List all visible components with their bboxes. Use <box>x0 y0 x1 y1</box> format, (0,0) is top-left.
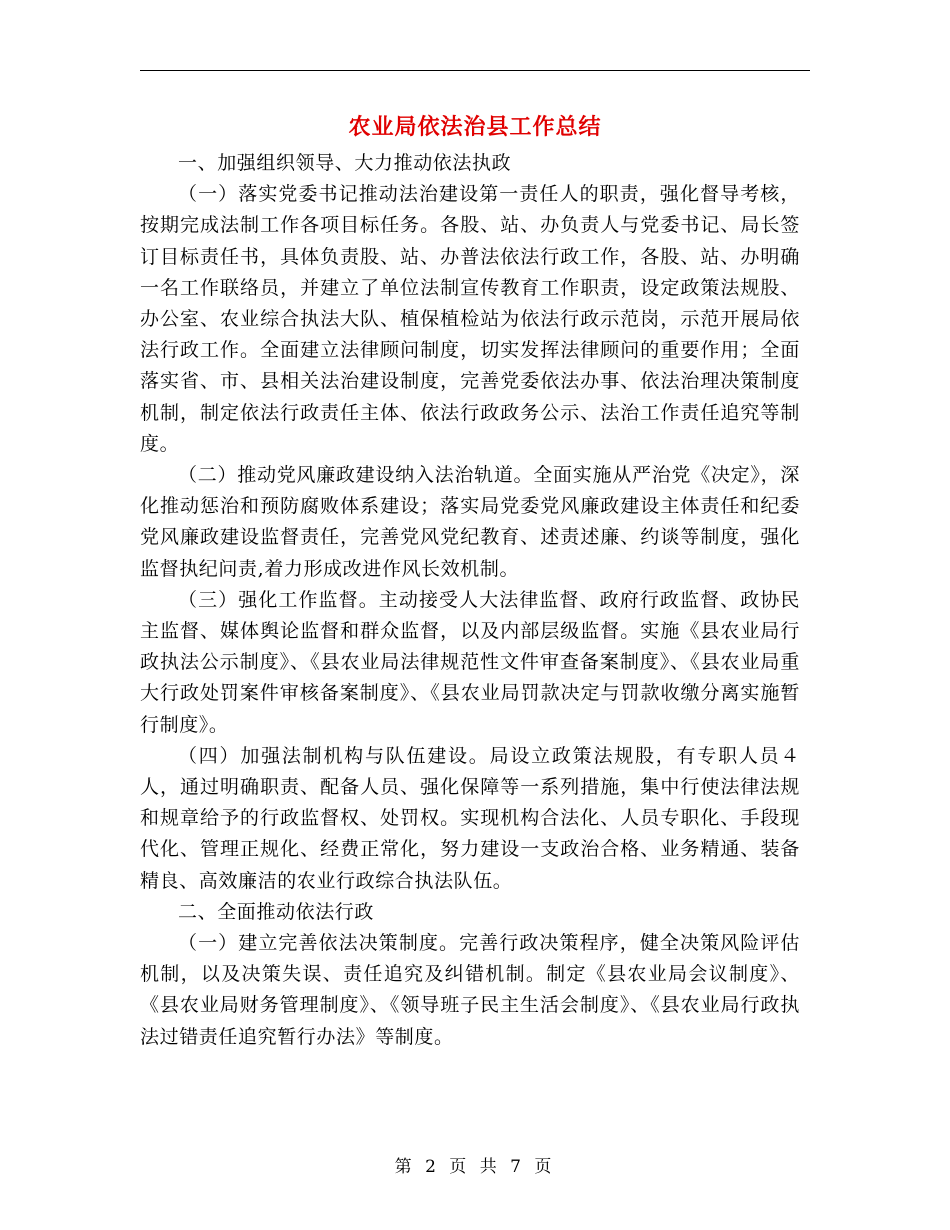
document-title: 农业局依法治县工作总结 <box>348 114 602 140</box>
paragraph-1-3: （三）强化工作监督。主动接受人大法律监督、政府行政监督、政协民主监督、媒体舆论监督和群众监督，以及内部层级监督。实施《县农业局行政执法公示制度》、《县农业局法律规范性文件审查备案制度》、《县农业局重大行政处罚案件审核备案制度》、《县农业局罚款决定与罚款收缴分离实施暂行制度》。 <box>140 588 800 736</box>
document-body <box>140 148 800 1053</box>
paragraph-2-1: （一）建立完善依法决策制度。完善行政决策程序，健全决策风险评估机制，以及决策失误、责任追究及纠错机制。制定《县农业局会议制度》、《县农业局财务管理制度》、《领导班子民主生活会制度》、《县农业局行政执法过错责任追究暂行办法》等制度。 <box>140 932 800 1048</box>
section-heading-2: 二、全面推动依法行政 <box>178 900 375 923</box>
paragraph-1-1: （一）落实党委书记推动法治建设第一责任人的职责，强化督导考核，按期完成法制工作各项目标任务。各股、站、办负责人与党委书记、局长签订目标责任书，具体负责股、站、办普法依法行政工作，各股、站、办明确一名工作联络员，并建立了单位法制宣传教育工作职责，设定政策法规股、办公室、农业综合执法大队、植保植检站为依法行政示范岗，示范开展局依法行政工作。全面建立法律顾问制度，切实发挥法律顾问的重要作用；全面落实省、市、县相关法治建设制度，完善党委依法办事、依法治理决策制度机制，制定依法行政责任主体、依法行政政务公示、法治工作责任追究等制度。 <box>140 183 800 455</box>
paragraph-1-2: （二）推动党风廉政建设纳入法治轨道。全面实施从严治党《决定》，深化推动惩治和预防腐败体系建设；落实局党委党风廉政建设主体责任和纪委党风廉政建设监督责任，完善党风党纪教育、述责述廉、约谈等制度，强化监督执纪问责,着力形成改进作风长效机制。 <box>140 464 800 580</box>
paragraph-1-4: （四）加强法制机构与队伍建设。局设立政策法规股，有专职人员４人，通过明确职责、配备人员、强化保障等一系列措施，集中行使法律法规和规章给予的行政监督权、处罚权。实现机构合法化、人员专职化、手段现代化、管理正规化、经费正常化，努力建设一支政治合格、业务精通、装备精良、高效廉洁的农业行政综合执法队伍。 <box>140 744 800 892</box>
header-rule <box>140 70 810 71</box>
section-heading-1: 一、加强组织领导、大力推动依法执政 <box>178 152 512 174</box>
page-number-footer: 第 2 页 共 7 页 <box>394 1157 556 1177</box>
